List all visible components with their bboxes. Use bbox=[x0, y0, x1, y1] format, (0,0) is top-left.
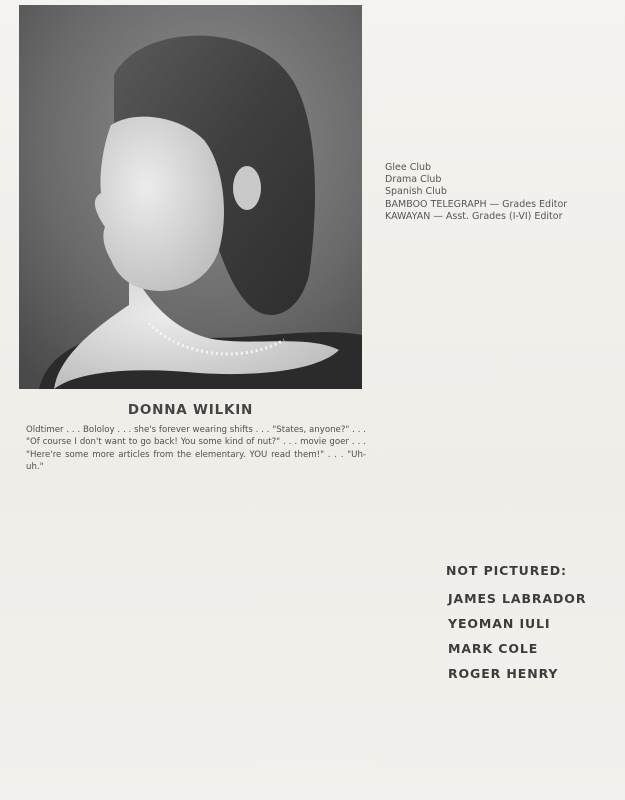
activity-item: Spanish Club bbox=[385, 186, 447, 198]
not-pictured-list bbox=[448, 591, 586, 691]
activity-item: Glee Club bbox=[385, 162, 432, 173]
activity-item: Drama Club bbox=[385, 174, 442, 186]
senior-name: DONNA WILKIN bbox=[127, 402, 254, 418]
not-pictured-name: YEOMAN IULI bbox=[448, 616, 551, 631]
activity-item: KAWAYAN — Asst. Grades (I-VI) Editor bbox=[385, 210, 563, 222]
activity-item: BAMBOO TELEGRAPH — Grades Editor bbox=[385, 198, 568, 210]
not-pictured-name: JAMES LABRADOR bbox=[448, 591, 587, 606]
activities-list bbox=[385, 162, 610, 223]
senior-portrait-photo bbox=[19, 5, 362, 389]
not-pictured-name: MARK COLE bbox=[448, 641, 539, 656]
senior-caption: Oldtimer . . . Bololoy . . . she's forever wearing shifts . . . "States, anyone?" . . . "Of course I don't want to go back! You some kind of nut?" . . . movie goer . . . "Here're some more articles from the elementary. YOU read them!" . . . "Uh-uh." bbox=[26, 425, 366, 473]
not-pictured-heading: NOT PICTURED: bbox=[446, 563, 567, 578]
not-pictured-name: ROGER HENRY bbox=[448, 666, 559, 681]
